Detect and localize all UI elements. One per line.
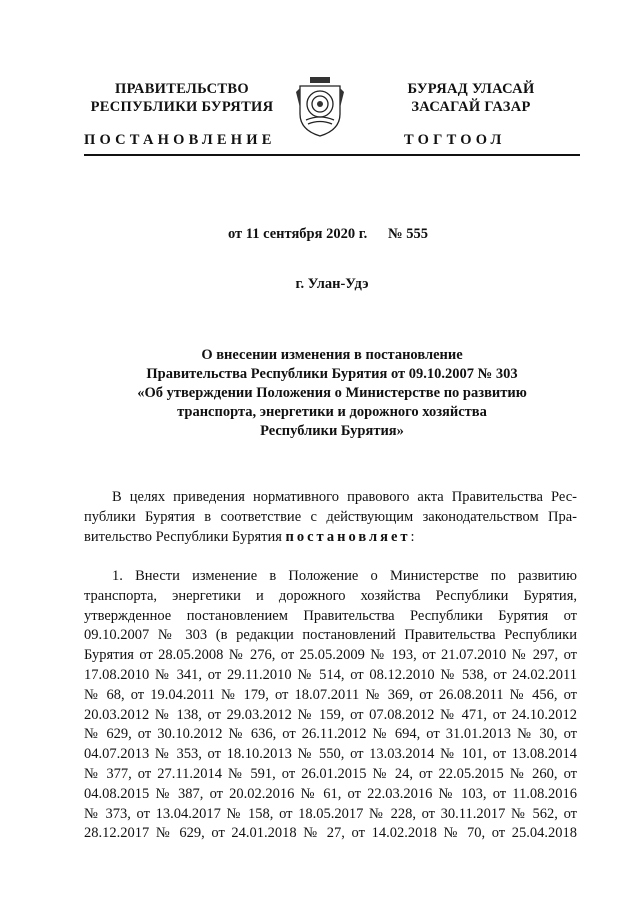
item-1-line: № 68, от 19.04.2011 № 179, от 18.07.2011 № 369, от 26.08.2011 № 456, от	[84, 686, 577, 703]
preamble-line-text: вительство Республики Бурятия	[84, 529, 286, 545]
item-1-line: 04.08.2015 № 387, от 20.02.2016 № 61, от 22.03.2016 № 103, от 11.08.2016	[84, 785, 577, 802]
item-1-line: 20.03.2012 № 138, от 29.03.2012 № 159, от 07.08.2012 № 471, от 24.10.2012	[84, 706, 577, 723]
title-line: О внесении изменения в постановление	[201, 347, 463, 363]
document-date: от 11 сентября 2020 г.	[228, 226, 368, 242]
coat-of-arms-icon	[292, 74, 348, 138]
preamble-colon: :	[410, 529, 415, 545]
document-title	[84, 346, 580, 441]
title-line: транспорта, энергетики и дорожного хозяйства	[177, 404, 487, 420]
issuer-line-2-buryat: ЗАСАГАЙ ГАЗАР	[411, 99, 531, 115]
item-1-line: транспорта, энергетики и дорожного хозяйства Республики Бурятия,	[84, 587, 577, 604]
doc-type-buryat: ТОГТООЛ	[404, 132, 506, 148]
item-1-line: № 629, от 30.10.2012 № 636, от 26.11.2012 № 694, от 31.01.2013 № 30, от	[84, 726, 577, 743]
resolution-word: постановляет	[285, 529, 411, 545]
preamble-line: В целях приведения нормативного правового акта Правительства Рес-	[112, 489, 577, 505]
item-1-line: № 373, от 13.04.2017 № 158, от 18.05.2017 № 228, от 30.11.2017 № 562, от	[84, 805, 577, 822]
preamble-line	[84, 527, 577, 547]
header-divider	[84, 154, 580, 156]
item-1-line: № 377, от 27.11.2014 № 591, от 26.01.2015 № 24, от 22.05.2015 № 260, от	[84, 765, 577, 782]
issuer-line-1-buryat: БУРЯАД УЛАСАЙ	[407, 81, 535, 97]
title-line: Республики Бурятия»	[260, 423, 404, 439]
doc-type-russian: ПОСТАНОВЛЕНИЕ	[84, 132, 276, 148]
item-1-line: Бурятия от 28.05.2008 № 276, от 25.05.2009 № 193, от 21.07.2010 № 297, от	[84, 647, 577, 664]
item-1-line: 09.10.2007 № 303 (в редакции постановлений Правительства Республики	[84, 627, 577, 644]
preamble-line: публики Бурятия в соответствие с действующим законодательством Пра-	[84, 509, 577, 525]
item-1-line: 28.12.2017 № 629, от 24.01.2018 № 27, от 14.02.2018 № 70, от 25.04.2018	[84, 825, 577, 842]
issuer-name-buryat	[386, 80, 556, 116]
issuer-line-1: ПРАВИТЕЛЬСТВО	[115, 81, 249, 97]
title-line: Правительства Республики Бурятия от 09.10.2007 № 303	[146, 366, 518, 382]
issuer-name-russian	[84, 80, 280, 116]
item-1-paragraph	[84, 567, 577, 844]
document-number: № 555	[388, 226, 428, 242]
preamble	[84, 487, 577, 547]
issuer-line-2: РЕСПУБЛИКИ БУРЯТИЯ	[90, 99, 274, 115]
item-1-line: 17.08.2010 № 341, от 29.11.2010 № 514, от 08.12.2010 № 538, от 24.02.2011	[84, 666, 577, 683]
item-1-line: 1. Внести изменение в Положение о Министерстве по развитию	[112, 568, 577, 584]
item-1-line: утвержденное постановлением Правительства Республики Бурятия от	[84, 607, 577, 624]
item-1-line: 04.07.2013 № 353, от 18.10.2013 № 550, от 13.03.2014 № 101, от 13.08.2014	[84, 746, 577, 763]
title-line: «Об утверждении Положения о Министерстве по развитию	[137, 385, 527, 401]
city: г. Улан-Удэ	[295, 276, 369, 292]
